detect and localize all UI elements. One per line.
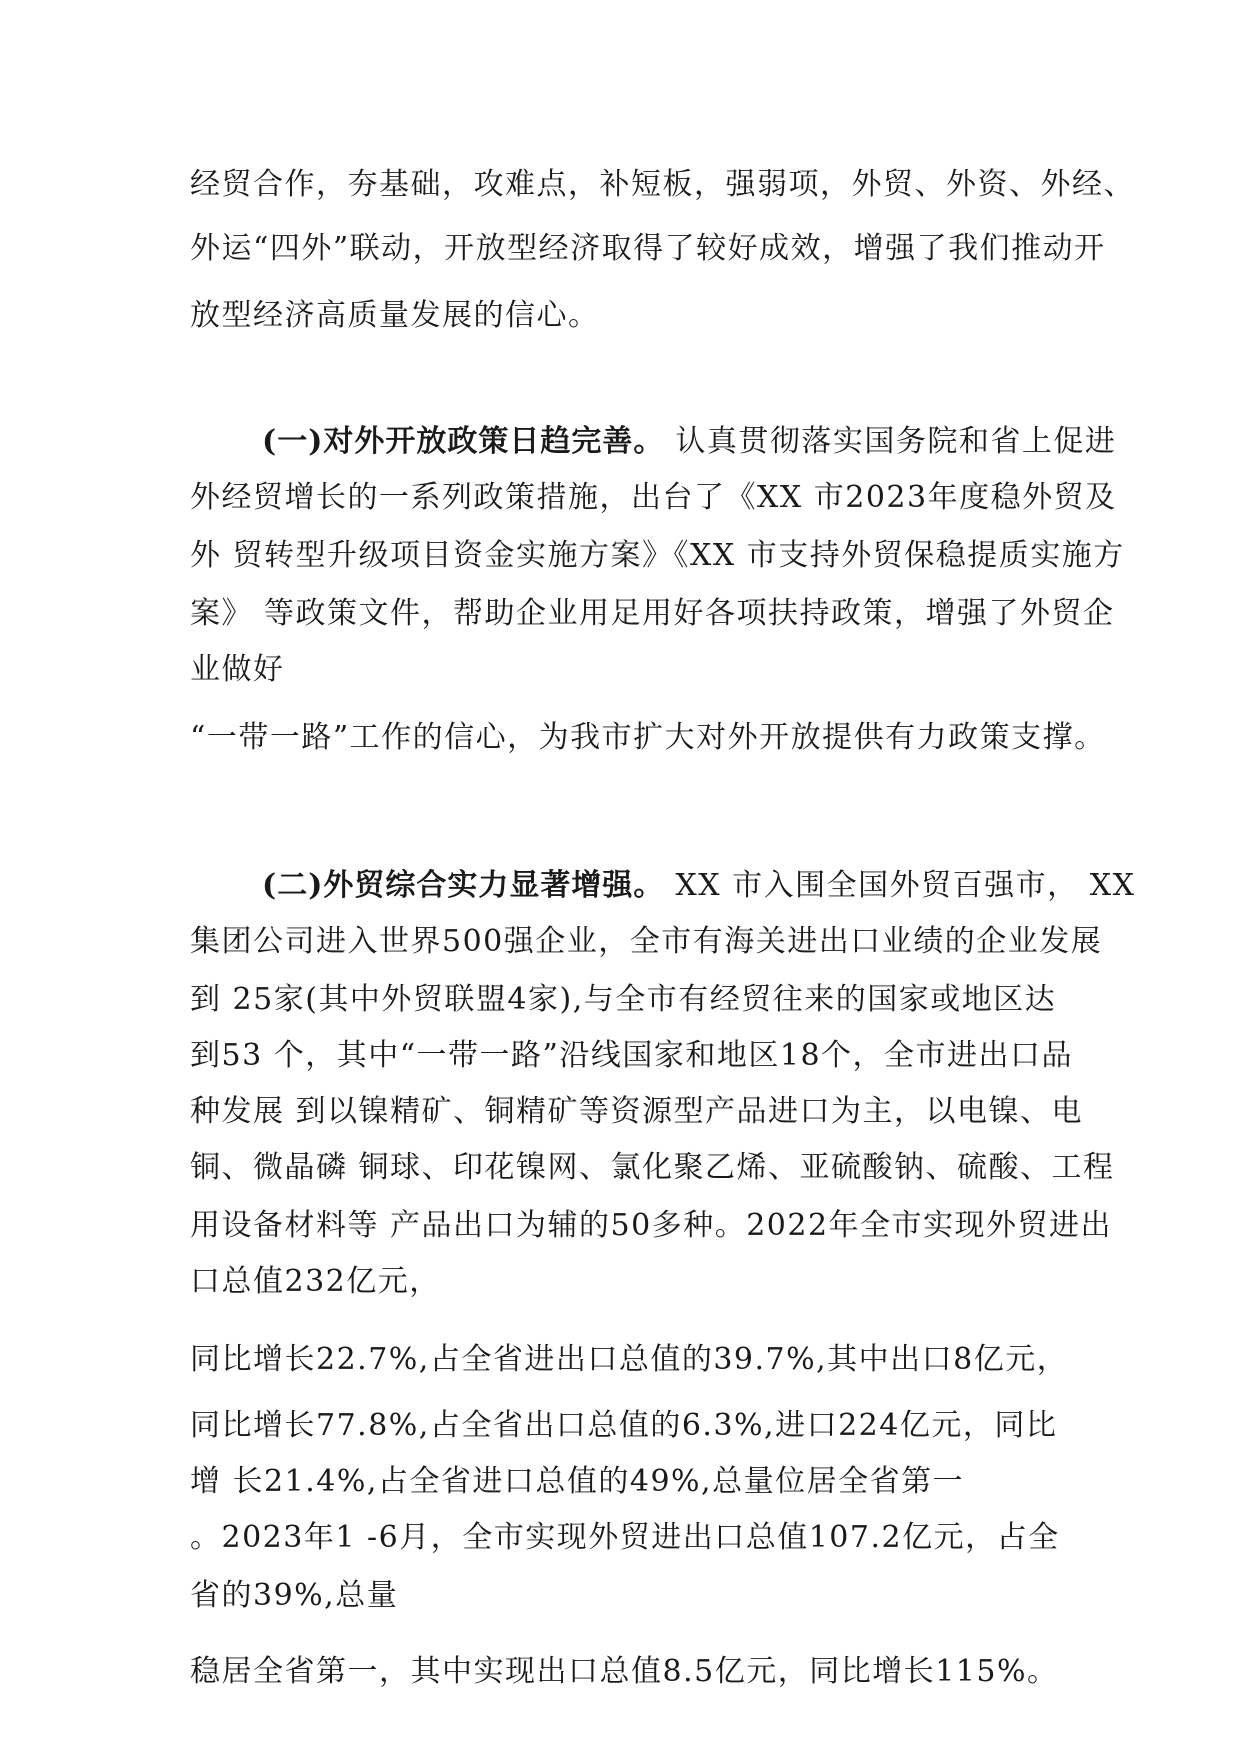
paragraph-line: 铜、微晶磷 铜球、印花镍网、氯化聚乙烯、亚硫酸钠、硫酸、工程 bbox=[190, 1150, 1115, 1185]
paragraph-line: 用设备材料等 产品出口为辅的50多种。2022年全市实现外贸进出 bbox=[190, 1208, 1113, 1243]
paragraph-line: 种发展 到以镍精矿、铜精矿等资源型产品进口为主，以电镍、电 bbox=[190, 1094, 1084, 1129]
section-heading: (二)外贸综合实力显著增强。 bbox=[262, 868, 665, 903]
paragraph-first-line bbox=[262, 422, 1116, 462]
paragraph-line: “一带一路”工作的信心，为我市扩大对外开放提供有力政策支撑。 bbox=[190, 720, 1106, 755]
paragraph-line: 外 贸转型升级项目资金实施方案》《XX 市支持外贸保稳提质实施方 bbox=[190, 538, 1125, 573]
paragraph-line: 放型经济高质量发展的信心。 bbox=[190, 298, 600, 333]
paragraph-line: 到 25家(其中外贸联盟4家),与全市有经贸往来的国家或地区达 bbox=[190, 982, 1057, 1017]
paragraph-line: 。2023年1 -6月，全市实现外贸进出口总值107.2亿元，占全 bbox=[190, 1520, 1060, 1555]
paragraph-line: 外经贸增长的一系列政策措施，出台了《XX 市2023年度稳外贸及 bbox=[190, 480, 1117, 515]
paragraph-line: 案》 等政策文件，帮助企业用足用好各项扶持政策，增强了外贸企 bbox=[190, 596, 1115, 631]
section-heading: (一)对外开放政策日趋完善。 bbox=[262, 424, 665, 459]
paragraph-line: 口总值232亿元， bbox=[190, 1264, 441, 1299]
paragraph-line: 到53 个，其中“一带一路”沿线国家和地区18个，全市进出口品 bbox=[190, 1038, 1074, 1073]
paragraph-line: 同比增长77.8%,占全省出口总值的6.3%,进口224亿元，同比 bbox=[190, 1408, 1058, 1443]
paragraph-line: 稳居全省第一，其中实现出口总值8.5亿元，同比增长115%。 bbox=[190, 1654, 1059, 1689]
paragraph-line: 增 长21.4%,占全省进口总值的49%,总量位居全省第一 bbox=[190, 1464, 965, 1499]
paragraph-text: XX 市入围全国外贸百强市， XX bbox=[664, 868, 1136, 903]
paragraph-line: 集团公司进入世界500强企业，全市有海关进出口业绩的企业发展 bbox=[190, 924, 1103, 959]
paragraph-line: 业做好 bbox=[190, 652, 285, 687]
paragraph-line: 外运“四外”联动，开放型经济取得了较好成效，增强了我们推动开 bbox=[190, 231, 1106, 266]
paragraph-line: 经贸合作，夯基础，攻难点，补短板，强弱项，外贸、外资、外经、 bbox=[190, 167, 1135, 202]
paragraph-line: 省的39%,总量 bbox=[190, 1578, 399, 1613]
paragraph-text: 认真贯彻落实国务院和省上促进 bbox=[664, 424, 1117, 459]
paragraph-first-line bbox=[262, 866, 1135, 906]
paragraph-line: 同比增长22.7%,占全省进出口总值的39.7%,其中出口8亿元， bbox=[190, 1342, 1069, 1377]
